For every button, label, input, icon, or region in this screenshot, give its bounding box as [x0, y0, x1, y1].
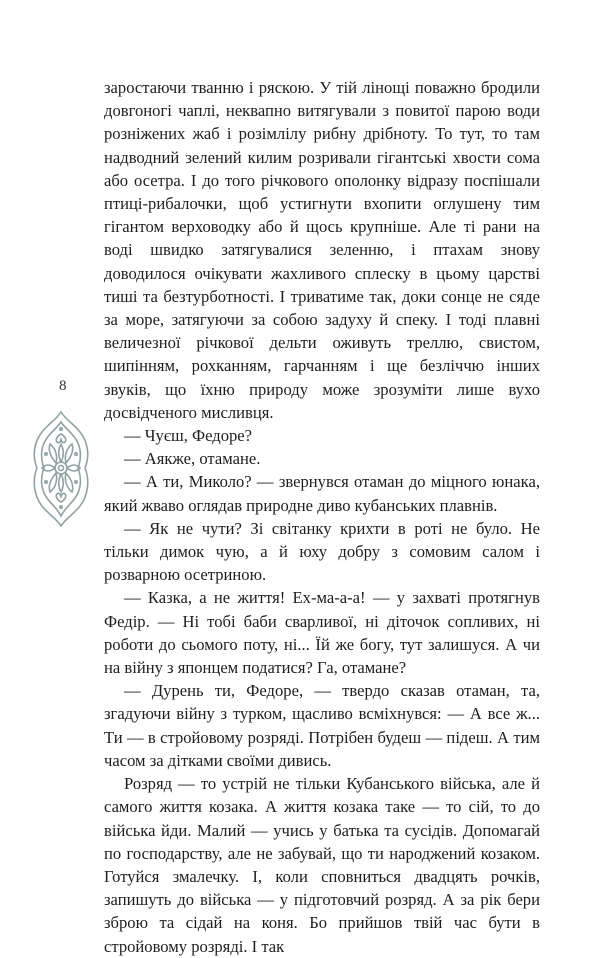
paragraph: Розряд — то устрій не тільки Кубанського війська, але й самого життя козака. А життя козака таке — то сій, то до війська йди. Малий — учись у батька та сусідів. Допомагай по господарству, але не забувай, що ти народжений козаком. Готуйся змалечку. І, коли сповниться двадцять рочків, запишуть до війська — у підготовчий розряд. А за рік бери зброю та сідай на коня. Бо прийшов твій час бути в стройовому розряді. І так [104, 774, 540, 956]
dialogue-line: — Дурень ти, Федоре, — твердо сказав отаман, та, згадуючи війну з турком, щасливо всміхнувся: — А все ж... Ти — в стройовому розряді. Потрібен будеш — підеш. А тим часом за дітками своїми дивись. [104, 681, 540, 770]
dialogue-line: — А ти, Миколо? — звернувся отаман до міцного юнака, який жваво оглядав природне диво кубанських плавнів. [104, 472, 540, 515]
dialogue-line: — Як не чути? Зі світанку крихти в роті не було. Не тільки димок чую, а й юху добру з сомовим салом і розварною осетриною. [104, 518, 540, 585]
paragraph-continuation: заростаючи тванню і ряскою. У тій лінощі поважно бродили довгоногі чаплі, неквапно витягували з повитої парою води розніжених жаб і розімлілу рибну дрібноту. То тут, то там надводний зелений килим розривали гігантські хвости сома або осетра. І до того річкового ополонку відразу поспішали птиці-рибалочки, щоб устигнути вхопити оглушену тим гігантом верховодку або й щось крупніше. Але ті рани на воді швидко затягувалися зеленню, і птахам знову доводилося очікувати жахливого сплеску в цьому царстві тиші та безтурботності. І триватиме так, доки сонце не сяде за море, затягуючи за собою задуху й спеку. І тоді плавні величезної річкової дельти оживуть треллю, свистом, шипінням, рохканням, гарчанням і ще безліччю інших звуків, що їхню природу може зрозуміти лише вухо досвідченого мисливця. [104, 78, 540, 422]
body-text [104, 76, 540, 958]
dialogue-line: — Казка, а не життя! Ех-ма-а-а! — у захваті протягнув Федір. — Ні тобі баби сварливої, ні діточок сопливих, ні роботи до сьомого поту, ні... Їй же богу, тут залишуся. А чи на війну з японцем податися? Га, отамане? [104, 588, 540, 678]
dialogue-line: — Чуєш, Федоре? [124, 426, 253, 446]
page-number: 8 [59, 378, 67, 394]
dialogue-line: — Аякже, отамане. [124, 449, 261, 469]
floral-ornament-icon [30, 410, 92, 528]
